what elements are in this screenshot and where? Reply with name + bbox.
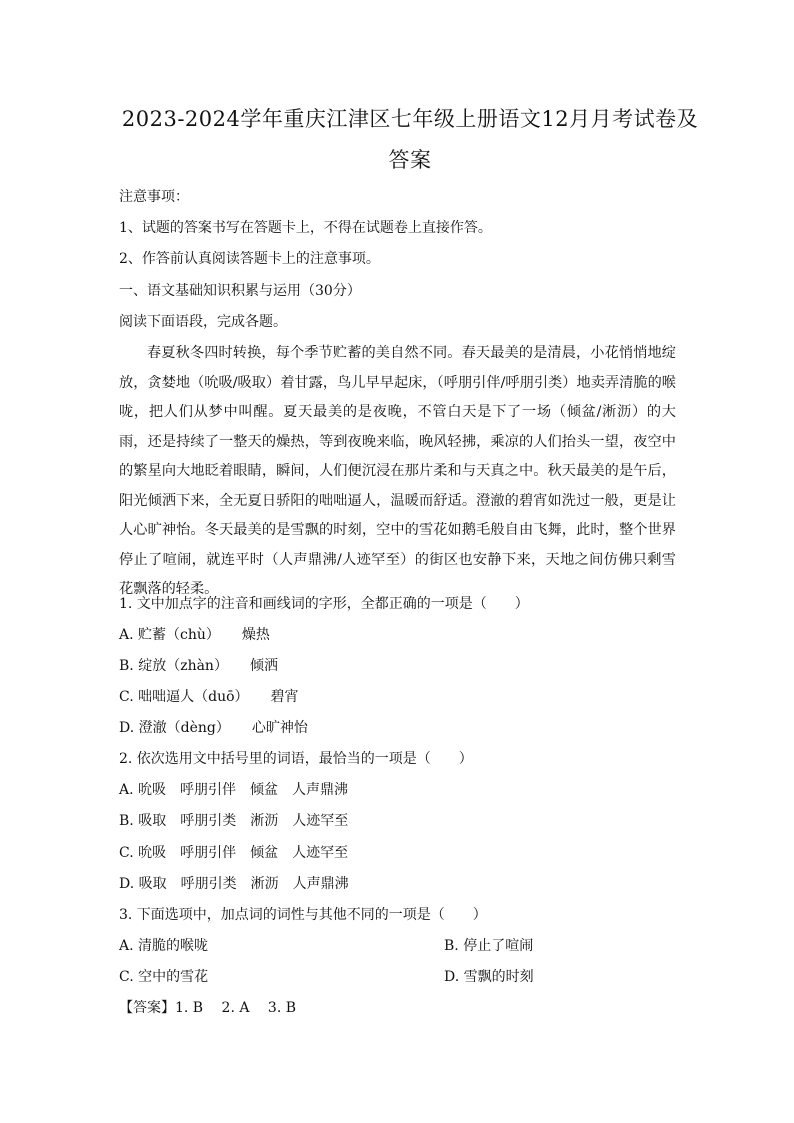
question-1-option-a — [119, 624, 270, 644]
answer-line: 【答案】1. B 2. A 3. B — [119, 1000, 297, 1016]
notice-item-2: 2、作答前认真阅读答题卡上的注意事项。 — [119, 251, 380, 267]
section-heading: 一、语文基础知识积累与运用（30分） — [119, 283, 361, 299]
option-label: D. 澄澈（dèng） — [119, 720, 230, 736]
question-2-option-a: A. 吮吸 呼朋引伴 倾盆 人声鼎沸 — [119, 782, 349, 798]
question-1-option-b — [119, 655, 278, 675]
question-2-option-b: B. 吸取 呼朋引类 淅沥 人迹罕至 — [119, 813, 349, 829]
option-label: C. 咄咄逼人（duō） — [119, 689, 249, 705]
option-word: 碧宵 — [270, 689, 299, 705]
question-2-option-c: C. 吮吸 呼朋引伴 倾盆 人迹罕至 — [119, 845, 349, 861]
option-word: 燥热 — [241, 627, 270, 643]
section-instruction: 阅读下面语段，完成各题。 — [119, 314, 287, 330]
option-label: A. 贮蓄（chù） — [119, 627, 220, 643]
document-title-line1: 2023-2024学年重庆江津区七年级上册语文12月月考试卷及 — [121, 107, 699, 131]
question-3-option-c: C. 空中的雪花 — [119, 969, 209, 985]
notice-item-1: 1、试题的答案书写在答题卡上，不得在试题卷上直接作答。 — [119, 220, 492, 236]
document-title-line2: 答案 — [388, 148, 432, 172]
question-3-option-d: D. 雪飘的时刻 — [444, 969, 534, 985]
option-label: B. 绽放（zhàn） — [119, 658, 228, 674]
question-1-option-c — [119, 686, 299, 706]
question-2-stem: 2. 依次选用文中括号里的词语，最恰当的一项是（ ） — [119, 751, 473, 767]
notice-heading: 注意事项： — [119, 189, 189, 205]
option-word: 倾洒 — [249, 658, 278, 674]
reading-passage: 春夏秋冬四时转换，每个季节贮蓄的美自然不同。春天最美的是清晨，小花悄悄地绽放，贪婪地（吮吸/吸取）着甘露，鸟儿早早起床，（呼朋引伴/呼朋引类）地卖弄清脆的喉咙，把人们从梦中叫醒。夏天最美的是夜晚，不管白天是下了一场（倾盆/淅沥）的大雨，还是持续了一整天的燥热，等到夜晚来临，晚风轻拂，乘凉的人们抬头一望，夜空中的繁星向大地眨着眼睛，瞬间，人们便沉浸在那片柔和与天真之中。秋天最美的是午后，阳光倾洒下来，全无夏日骄阳的咄咄逼人，温暖而舒适。澄澈的碧宵如洗过一般，更是让人心旷神怡。冬天最美的是雪飘的时刻，空中的雪花如鹅毛般自由飞舞，此时，整个世界停止了喧闹，就连平时（人声鼎沸/人迹罕至）的街区也安静下来，天地之间仿佛只剩雪花飘落的轻柔。 — [119, 345, 676, 597]
question-3-stem: 3. 下面选项中，加点词的词性与其他不同的一项是（ ） — [119, 907, 487, 923]
question-2-option-d: D. 吸取 呼朋引类 淅沥 人声鼎沸 — [119, 876, 349, 892]
option-word: 心旷神怡 — [251, 720, 308, 736]
question-3-option-b: B. 停止了喧闹 — [444, 938, 534, 954]
question-3-option-a: A. 清脆的喉咙 — [119, 938, 209, 954]
question-1-stem: 1. 文中加点字的注音和画线词的字形，全都正确的一项是（ ） — [119, 596, 529, 612]
question-1-option-d — [119, 717, 308, 737]
